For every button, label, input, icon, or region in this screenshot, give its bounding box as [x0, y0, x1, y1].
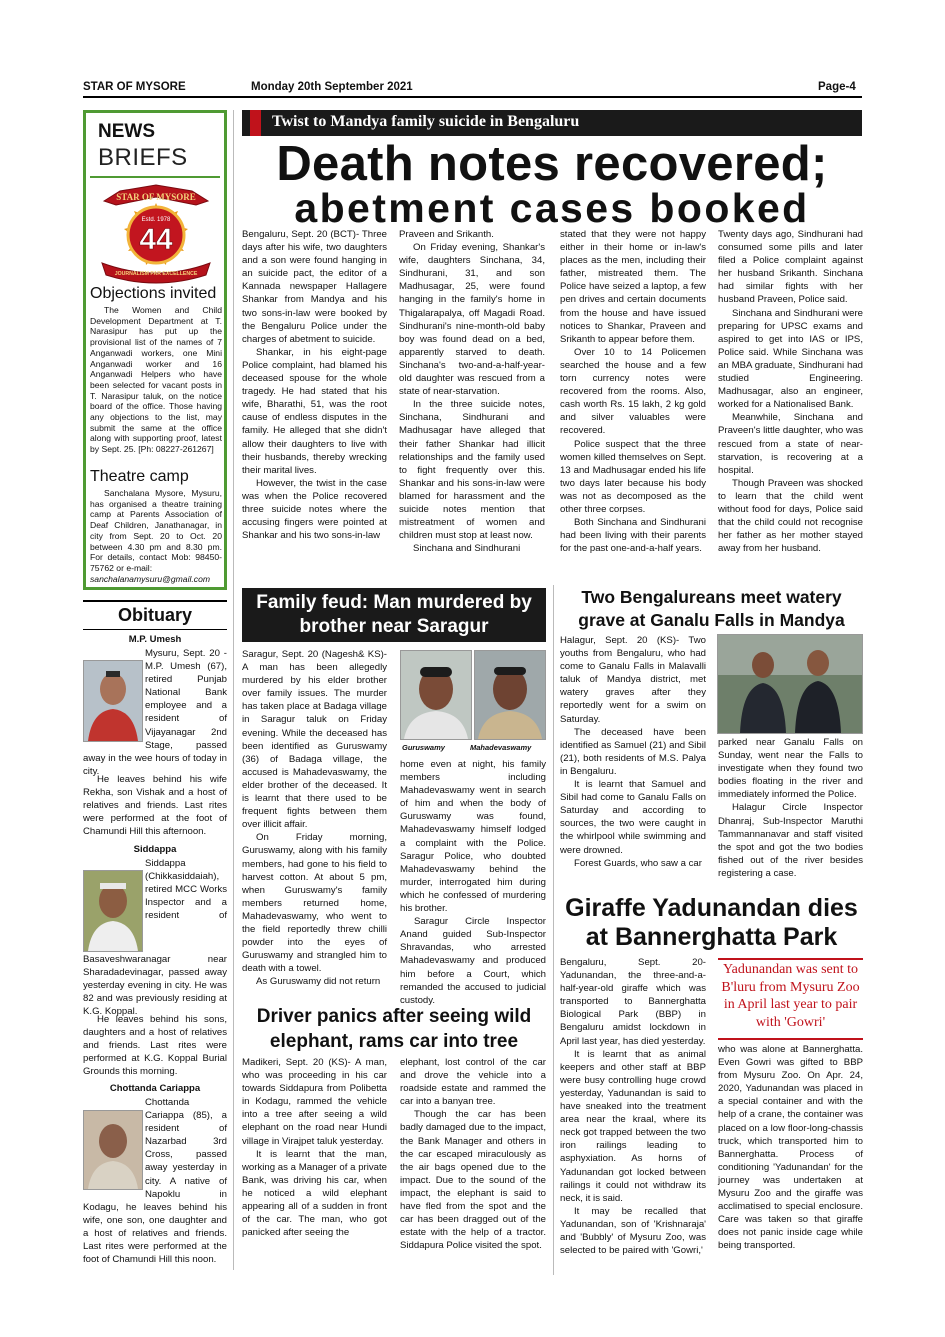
giraffe-headline-line2: at Bannerghatta Park: [585, 923, 838, 951]
falls-col-2: parked near Ganalu Falls on Sunday, went near the Falls to investigate when they found two bodies floating in the river and immediately informed the Police. Halagur Circle Inspector Dhanraj, Sub-Inspector Maruthi Tammannanavar and staff visited the spot and got the two bodies fished out of the river besides registering a case.: [718, 737, 863, 879]
lead-kicker-banner: [242, 110, 862, 136]
masthead-date: Monday 20th September 2021: [251, 81, 413, 93]
obituary-text-cariappa: Chottanda Cariappa (85), a resident of Nazarbad 3rd Cross, passed away yesterday in city. A native of Napoklu in Kodagu, he leaves behind his wife, one son, one daughter and a host of relatives and friends. Last rites were performed at the foot of Chamundi Hill this noon.: [83, 1097, 227, 1266]
brief-body-objections: The Women and Child Development Department at T. Narasipur has put up the provisional list of the names of 7 Anganwadi workers, one Mini Anganwadi worker and 16 Anganwadi Helpers who have been selected for vacant posts in T. Narasipur taluk, on the notice board of the office. Those having any objections to the list, may submit the same at the office along with supporting proof, latest by Sept. 25. [Ph: 08227-261267]: [90, 305, 222, 455]
lead-col-1: Bengaluru, Sept. 20 (BCT)- Three days after his wife, two daughters and a son were found hanging in an suicide pact, the editor of a Kannada newspaper Hallagere Shankar from Mandya and his two sons-in-law were booked by the Bengaluru Police under the charges of abetment to suicide. Shankar, in his eight-page Police complaint, had blamed his deceased spouse for the whole tragedy. He had stated that his wife, Bharathi, 51, was the root cause of endless disputes in the family. He alleged that she didn't allow their daughters to live with their husbands, thereby wrecking their marital lives. However, the twist in the case was when the Police recovered three suicide notes where the accusing fingers were pointed at Shankar and his two sons-in-law: [242, 229, 387, 542]
feud-headline: Family feud: Man murdered by brother near Saragur: [256, 592, 532, 637]
news-briefs-title-news: NEWS: [98, 121, 155, 142]
lead-kicker-red-bar: [250, 110, 261, 136]
brief-email: sanchalanamysuru@gmail.com: [90, 573, 211, 584]
logo-ribbon: JOURNALISM PAR EXCELLENCE: [114, 271, 198, 277]
obituary-text2-umesh: He leaves behind his wife Rekha, son Vishak and a host of relatives and friends. Last rites were performed at the foot of Chamundi Hill this afternoon.: [83, 774, 227, 838]
brief-heading-theatre: Theatre camp: [90, 468, 189, 485]
masthead-page-number: Page-4: [818, 81, 856, 93]
brief-heading-objections: Objections invited: [90, 285, 217, 302]
feud-headline-box: [242, 588, 546, 642]
news-briefs-rule: [90, 176, 220, 178]
column-divider-left: [233, 110, 234, 1270]
elephant-col-1: Madikeri, Sept. 20 (KS)- A man, who was proceeding in his car towards Siddapura from Polibetta in Kodagu, rammed the vehicle into a tree after seeing a wild elephant on the road near Hundi village in Virajpet taluk yesterday. It is learnt that the man, working as a Manager of a private Bank, was driving his car, when he noticed a wild elephant appearing all of a sudden in front of the car. The man, who got panicked after seeing the: [242, 1057, 387, 1239]
giraffe-pullquote-rule-bottom: [718, 1038, 863, 1040]
giraffe-headline-line1: Giraffe Yadunandan dies: [565, 894, 858, 922]
obituary-top-rule: [83, 600, 227, 602]
giraffe-pullquote: Yadunandan was sent to B'luru from Mysuru Zoo in April last year to pair with 'Gowri': [721, 962, 860, 1030]
feud-caption-guruswamy: Guruswamy: [402, 743, 445, 752]
brief-body-theatre: Sanchalana Mysore, Mysuru, has organised a theatre training camp at Parents Association of Deaf Children, Janathanagar, in city from Sept. 20 to Oct. 20 between 4.30 pm and 8.30 pm. For details, contact Mob: 98450-75762 or e-mail: sanchalanamysuru@gmail.com: [90, 488, 222, 584]
logo-estd: Estd. 1978: [141, 217, 171, 223]
news-briefs-title-briefs: BRIEFS: [98, 144, 188, 171]
lead-col-4: Twenty days ago, Sindhurani had consumed some pills and later filed a Police complaint against her husband Srikanth. Sinchana had similar fights with her husband Praveen, Police said. Sinchana and Sindhurani were preparing for UPSC exams and aspired to get into IAS or IPS, Police said. While Sinchana was an MBA graduate, Sindhurani had studied Engineering. Madhusagar, also an engineer, worked for a Nationalised Bank. Meanwhile, Sinchana and Praveen's little daughter, who was rescued from a state of near-starvation, is recovering at a hospital. Though Praveen was shocked to learn that the child went without food for days, Police said that the child could not recognise her father as her mother stayed away from her husband.: [718, 229, 863, 555]
obituary-name-cariappa: Chottanda Cariappa: [109, 1083, 201, 1094]
feud-caption-mahadevaswamy: Mahadevaswamy: [470, 743, 532, 752]
lead-headline-line2: abetment cases booked: [294, 185, 810, 231]
feud-col-2: home even at night, his family members including Mahadevaswamy went in search of him and when the body of Guruswamy was found, Mahadevaswamy himself lodged a complaint with the Police. Saragur Police, who doubted Mahadevaswamy behind the murder, interrogated him during which he confessed of murdering his brother. Saragur Circle Inspector Anand guided Sub-Inspector Shravandas, who arrested Mahadevaswamy and produced him before a Court, which remanded the accused to judicial custody.: [400, 759, 546, 1006]
falls-col-1: Halagur, Sept. 20 (KS)- Two youths from Bengaluru, who had come to Ganalu Falls in Malavalli taluk of Mandya district, met watery graves after they reportedly went for a swim on Saturday. The deceased have been identified as Samuel (21) and Sibil (21), both residents of M.S. Palya in Bengaluru. It is learnt that Samuel and Sibil had come to Ganalu Falls on Saturday and according to sources, the two were caught in the whirlpool while swimming and were drowned. Forest Guards, who saw a car: [560, 635, 706, 869]
falls-headline: Two Bengalureans meet watery grave at Ganalu Falls in Mandya: [578, 587, 845, 630]
lead-col-3: stated that they were not happy either in their home or in-law's places as the men, including their father, mistreated them. The Police have seized a laptop, a few pen drives and certain documents from the house and have issued notices to Shankar, Praveen and Srikanth to appear before them. Over 10 to 14 Policemen searched the house and a few torn currency notes were recovered from the rooms. Also, cash worth Rs. 15 lakh, 2 kg gold and silver valuables were recovered. Police suspect that the three women killed themselves on Sept. 13 and Madhusagar ended his life two days later because his body was not as decomposed as the other three corpses. Both Sinchana and Sindhurani had been living with their parents for the past one-and-a-half years.: [560, 229, 706, 555]
news-briefs-box: [83, 110, 227, 590]
masthead-paper-name: STAR OF MYSORE: [83, 81, 186, 93]
lead-kicker-text: Twist to Mandya family suicide in Bengaluru: [272, 113, 580, 130]
obituary-title: Obituary: [117, 605, 192, 625]
obituary-title-rule: [83, 629, 227, 630]
column-divider-mid: [553, 585, 554, 1275]
logo-top-text: STAR OF MYSORE: [116, 192, 196, 202]
feud-photo-guruswamy: [400, 650, 472, 740]
obituary-text2-siddappa: He leaves behind his sons, daughters and a host of relatives and friends. Last rites were performed at K.G. Koppal Burial Grounds this morning.: [83, 1014, 227, 1078]
obituary-text-siddappa: Siddappa (Chikkasiddaiah), retired MCC Works Inspector and a resident of Basaveshwaranagar near Sharadadevinagar, passed away yesterday evening in city. He was 82 and was previously residing at K.G. Koppal.: [83, 858, 227, 1018]
giraffe-col-1: Bengaluru, Sept. 20- Yadunandan, the three-and-a-half-year-old giraffe which was transported to Bannerghatta Biological Park (BBP) in Bengaluru amidst lockdown in April last year, has died yesterday. It is learnt that as animal keepers and other staff at BBP were busy controlling huge crowd yesterday, Yadunandan is said to have sneaked into the treatment area near the kraal, where its neck got trapped between the two iron railings leading to asphyxiation. As horns of Yadunandan got locked between railings it could not withdraw its neck, it is said. It may be recalled that Yadunandan, son of 'Krishnaraja' and 'Bubbly' of Mysuru Zoo, was selected to be paired with 'Gowri,': [560, 957, 706, 1257]
star-of-mysore-44-logo: [96, 183, 216, 285]
feud-photo-mahadevaswamy: [474, 650, 546, 740]
obituary-text-umesh: Mysuru, Sept. 20 - M.P. Umesh (67), retired Punjab National Bank employee and a resident of Vijayanagar 2nd Stage, passed away in the wee hours of today in city.: [83, 648, 227, 777]
lead-col-2: Praveen and Srikanth. On Friday evening, Shankar's wife, daughters Sinchana, 34, Sindhurani, 31, and son Madhusagar, 25, were found hanging in the family's home in Thigalarapalya, off Magadi Road. Sindhurani's nine-month-old baby boy was found dead on a bed, apparently starved to death. Sinchana's two-and-a-half-year-old daughter was rescued from a state of near-starvation. In the three suicide notes, Sinchana, Sindhurani and Madhusagar have alleged that their father Shankar had illicit relationships and the family used to fight frequently over this. Shankar and his sons-in-law were blamed for harassment and the suicide notes mention that mistreatment of women and children must stop at least now. Sinchana and Sindhurani: [399, 229, 545, 555]
feud-col-1: Saragur, Sept. 20 (Nagesh& KS)- A man has been allegedly murdered by his elder brother over family issues. The murder has taken place at Badaga village in Saragur taluk on Friday evening. While the deceased has been identified as Guruswamy (36) of Badaga village, the accused is Mahadevaswamy, the elder brother of the deceased. It is learnt that there used to be frequent fights between them over illicit affair. On Friday morning, Guruswamy, along with his family members, had gone to his field to harvest cotton. At about 5 pm, when Guruswamy's family members returned home, Mahadevaswamy, who went to the field reportedly threw chilli powder into the eyes of Guruswamy and strangled him to death with a towel. As Guruswamy did not return: [242, 649, 387, 988]
giraffe-pullquote-rule-top: [718, 958, 863, 960]
masthead-rule: [83, 96, 862, 98]
obituary-name-siddappa: Siddappa: [133, 844, 177, 855]
giraffe-col-2: who was alone at Bannerghatta. Even Gowri was gifted to BBP from Mysuru Zoo. On Apr. 24, 2020, Yadunandan was placed in a special container and with the help of a crane, the container was placed on a low floor-long-chassis truck, which transported him to Bannerghatta. Process of conditioning 'Yadunandan' for the journey was undertaken at Mysuru Zoo and the giraffe was acclimatised to special enclosure. Care was taken so that giraffe does not panic inside cage while being transported.: [718, 1044, 863, 1252]
elephant-col-2: elephant, lost control of the car and drove the vehicle into a roadside estate and rammed the car into a banyan tree. Though the car has been badly damaged due to the impact, the Bank Manager and others in the car escaped miraculously as the air bags opened due to the impact. Due to the sound of the impact, the elephant is said to have fled from the spot and the car has been dragged out of the estate with the help of a tractor. Siddapura Police visited the spot.: [400, 1057, 546, 1252]
obituary-name-umesh: M.P. Umesh: [128, 634, 182, 645]
falls-photo-youths: [717, 634, 863, 734]
elephant-headline: Driver panics after seeing wild elephant, rams car into tree: [256, 1006, 532, 1052]
lead-headline-line1: Death notes recovered;: [276, 137, 828, 191]
logo-number: 44: [139, 223, 173, 256]
